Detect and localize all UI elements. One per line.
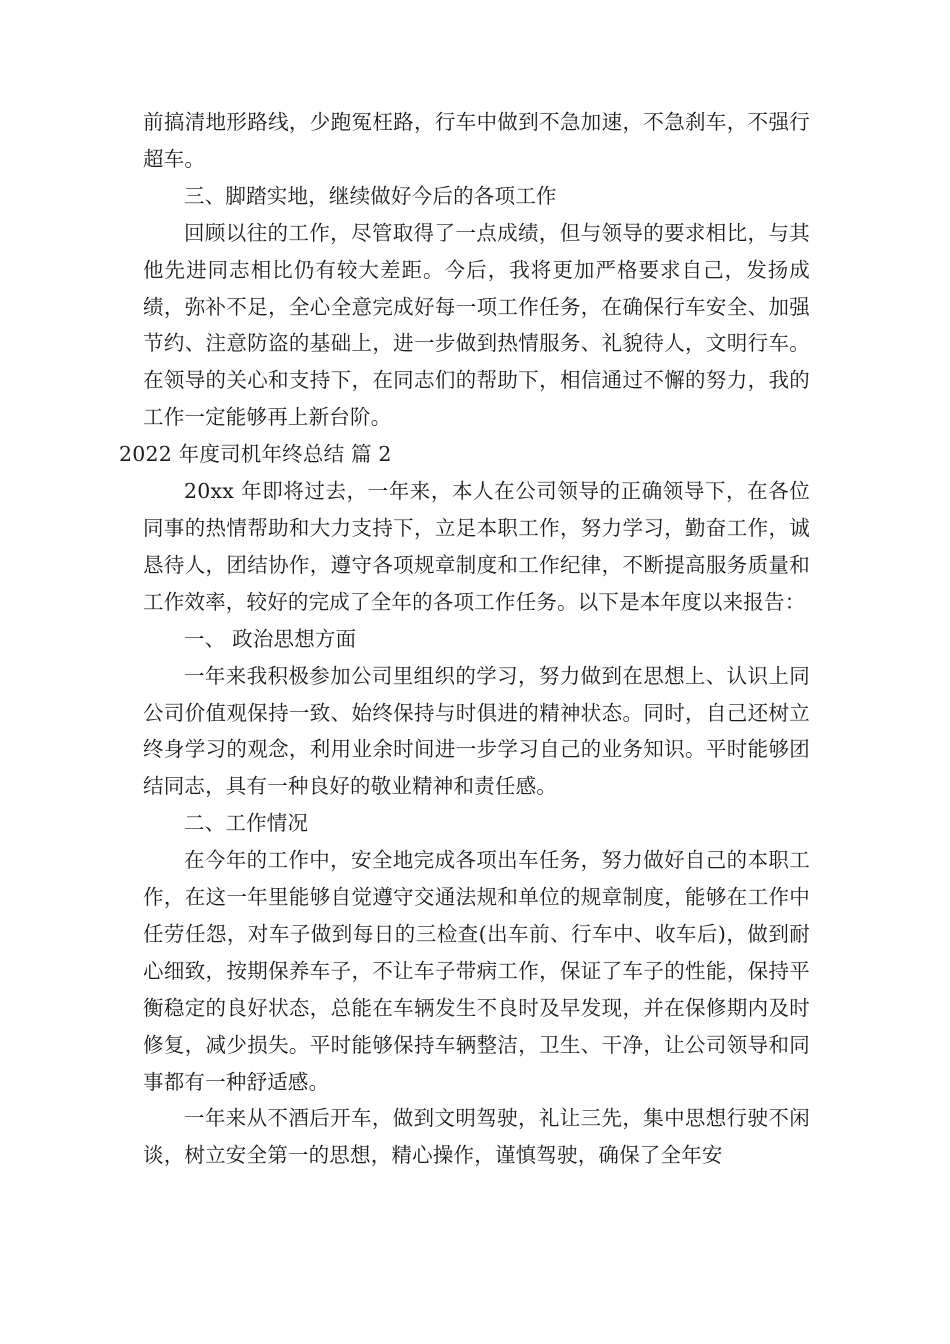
article-title: 2022 年度司机年终总结 篇 2 [119,442,392,467]
paragraph-continuation: 前搞清地形路线，少跑冤枉路，行车中做到不急加速，不急刹车，不强行超车。 [143,110,810,171]
section-heading-two: 二、工作情况 [184,811,309,836]
section-heading-one: 一、 政治思想方面 [184,626,357,651]
document-page [119,104,810,1174]
paragraph-politics: 一年来我积极参加公司里组织的学习，努力做到在思想上、认识上同公司价值观保持一致、始终保持与时俱进的精神状态。同时，自己还树立终身学习的观念，利用业余时间进一步学习自己的业务知识。平时能够团结同志，具有一种良好的敬业精神和责任感。 [143,663,810,799]
paragraph-intro: 20xx 年即将过去，一年来，本人在公司领导的正确领导下，在各位同事的热情帮助和大力支持下，立足本职工作，努力学习，勤奋工作，诚恳待人，团结协作，遵守各项规章制度和工作纪律，不断提高服务质量和工作效率，较好的完成了全年的各项工作任务。以下是本年度以来报告： [143,479,810,614]
paragraph-review: 回顾以往的工作，尽管取得了一点成绩，但与领导的要求相比，与其他先进同志相比仍有较大差距。今后，我将更加严格要求自己，发扬成绩，弥补不足，全心全意完成好每一项工作任务，在确保行车安全、加强节约、注意防盗的基础上，进一步做到热情服务、礼貌待人，文明行车。在领导的关心和支持下，在同志们的帮助下，相信通过不懈的努力，我的工作一定能够再上新台阶。 [143,220,810,430]
paragraph-work: 在今年的工作中，安全地完成各项出车任务，努力做好自己的本职工作，在这一年里能够自觉遵守交通法规和单位的规章制度，能够在工作中任劳任怨，对车子做到每日的三检查(出车前、行车中、收车后)，做到耐心细致，按期保养车子，不让车子带病工作，保证了车子的性能，保持平衡稳定的良好状态，总能在车辆发生不良时及早发现，并在保修期内及时修复，减少损失。平时能够保持车辆整洁，卫生、干净，让公司领导和同事都有一种舒适感。 [143,848,810,1094]
section-heading-three: 三、脚踏实地，继续做好今后的各项工作 [184,183,557,208]
paragraph-safety: 一年来从不酒后开车，做到文明驾驶，礼让三先，集中思想行驶不闲谈，树立安全第一的思想，精心操作，谨慎驾驶，确保了全年安 [143,1106,810,1168]
